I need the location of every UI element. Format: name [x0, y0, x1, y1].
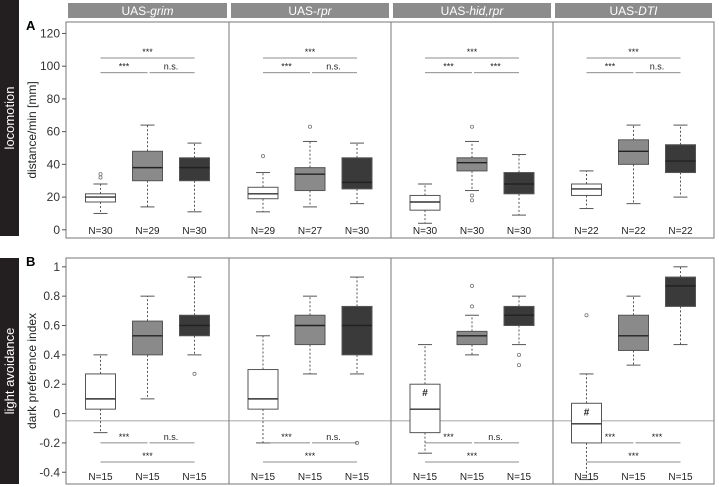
- box-3: [666, 267, 696, 483]
- n-label: N=15: [621, 472, 646, 483]
- box-iqr: [457, 331, 487, 344]
- box-iqr: [342, 306, 372, 354]
- box-iqr: [342, 158, 372, 189]
- header-prefix: UAS-: [121, 4, 151, 18]
- header-2: [231, 3, 389, 18]
- significance-bracket: [263, 432, 310, 443]
- hash-mark: #: [422, 388, 428, 400]
- box-iqr: [666, 145, 696, 173]
- significance-bracket: [425, 47, 519, 58]
- y-tick-label: -0.4: [39, 465, 60, 480]
- n-label: N=15: [297, 472, 323, 483]
- box-2: [295, 125, 325, 237]
- box-iqr: [86, 194, 116, 202]
- significance-label: ***: [142, 450, 153, 461]
- hash-mark: #: [583, 407, 590, 419]
- significance-bracket: [587, 451, 681, 462]
- side-label: locomotion: [2, 86, 17, 150]
- significance-label: ***: [604, 61, 616, 72]
- group-4: [572, 267, 696, 483]
- y-tick-label: 40: [46, 157, 60, 172]
- box-iqr: [619, 140, 649, 165]
- significance-label: ***: [604, 431, 616, 442]
- n-label: N=15: [250, 472, 276, 483]
- header-label: [609, 4, 658, 18]
- outlier-point: [517, 353, 520, 356]
- outlier-point: [470, 125, 473, 128]
- box-iqr: [572, 184, 602, 195]
- panel-letter: B: [26, 254, 36, 269]
- significance-label: n.s.: [163, 431, 179, 442]
- n-label: N=30: [459, 226, 485, 237]
- y-tick-label: 1: [53, 259, 60, 274]
- box-iqr: [180, 158, 210, 181]
- outlier-point: [470, 199, 473, 202]
- significance-bracket: [587, 62, 634, 73]
- box-iqr: [248, 370, 278, 410]
- y-tick-label: 60: [46, 124, 60, 139]
- box-3: [666, 125, 696, 237]
- header-italic: hid,rpr: [469, 4, 504, 18]
- y-tick-label: 0.6: [43, 318, 60, 333]
- outlier-point: [193, 372, 196, 375]
- y-tick-label: 0.2: [43, 377, 60, 392]
- significance-label: ***: [304, 450, 316, 461]
- significance-bracket: [474, 432, 519, 443]
- n-label: N=15: [668, 472, 693, 483]
- n-label: N=30: [88, 226, 113, 237]
- significance-label: ***: [628, 450, 639, 461]
- box-1: [248, 336, 278, 483]
- n-label: N=22: [621, 226, 646, 237]
- y-tick-label: 0.8: [43, 289, 60, 304]
- significance-bracket: [263, 47, 357, 58]
- significance-label: ***: [281, 61, 292, 72]
- box-iqr: [295, 168, 325, 191]
- box-iqr: [666, 277, 696, 306]
- header-label: [441, 4, 505, 18]
- significance-bracket: [636, 62, 681, 73]
- box-3: [504, 155, 534, 237]
- significance-label: ***: [281, 431, 292, 442]
- header-3: [393, 3, 551, 18]
- group-1: [86, 277, 210, 483]
- n-label: N=30: [182, 226, 207, 237]
- box-2: [457, 125, 487, 237]
- n-label: N=30: [344, 226, 370, 237]
- box-iqr: [86, 374, 116, 409]
- significance-label: n.s.: [163, 61, 179, 72]
- y-tick-label: 80: [46, 91, 60, 106]
- header-1: [68, 3, 227, 18]
- group-1: [86, 47, 210, 237]
- n-label: N=15: [135, 472, 160, 483]
- n-label: N=27: [297, 226, 323, 237]
- significance-label: n.s.: [649, 61, 665, 72]
- significance-label: ***: [466, 47, 478, 57]
- y-tick-label: 0.4: [43, 347, 60, 362]
- panel-B: [0, 254, 714, 484]
- n-label: N=15: [88, 472, 113, 483]
- significance-label: n.s.: [488, 431, 503, 442]
- side-label: light avoidance: [2, 327, 17, 415]
- significance-bracket: [101, 47, 195, 58]
- outlier-point: [470, 284, 473, 287]
- significance-bracket: [312, 432, 357, 443]
- significance-label: n.s.: [326, 61, 341, 72]
- significance-bracket: [636, 432, 681, 443]
- y-tick-label: 0: [53, 222, 60, 237]
- header-prefix: UAS-: [288, 4, 317, 18]
- outlier-point: [99, 176, 102, 179]
- group-2: [248, 47, 372, 237]
- header-label: [288, 4, 332, 18]
- n-label: N=15: [459, 472, 485, 483]
- header-prefix: UAS-: [609, 4, 639, 18]
- significance-bracket: [312, 62, 357, 73]
- n-label: N=22: [668, 226, 693, 237]
- n-label: N=15: [506, 472, 532, 483]
- significance-label: ***: [651, 431, 663, 442]
- box-3: [180, 143, 210, 237]
- significance-label: ***: [466, 450, 478, 461]
- box-iqr: [248, 187, 278, 198]
- n-label: N=15: [574, 472, 599, 483]
- significance-bracket: [474, 62, 519, 73]
- significance-bracket: [587, 47, 681, 58]
- n-label: N=15: [412, 472, 438, 483]
- panel-letter: A: [26, 18, 36, 33]
- significance-bracket: [425, 432, 472, 443]
- significance-bracket: [101, 432, 148, 443]
- y-axis-label: distance/min [mm]: [25, 81, 39, 179]
- box-iqr: [133, 151, 163, 180]
- outlier-point: [261, 155, 264, 158]
- n-label: N=30: [412, 226, 438, 237]
- box-iqr: [619, 315, 649, 350]
- header-label: [121, 4, 173, 18]
- n-label: N=22: [574, 226, 599, 237]
- significance-label: ***: [443, 431, 454, 442]
- plot-frame: [66, 258, 714, 484]
- significance-label: n.s.: [326, 431, 341, 442]
- header-prefix: UAS-: [440, 4, 470, 18]
- group-3: [410, 47, 534, 237]
- box-iqr: [295, 315, 325, 344]
- significance-label: ***: [304, 47, 316, 57]
- y-tick-label: 120: [39, 26, 60, 41]
- panel-A: [0, 0, 714, 238]
- significance-bracket: [425, 451, 519, 462]
- significance-bracket: [101, 451, 195, 462]
- header-italic: rpr: [317, 4, 332, 18]
- significance-label: ***: [628, 47, 639, 57]
- significance-bracket: [425, 62, 472, 73]
- box-3: [342, 277, 372, 483]
- box-1: [410, 184, 440, 237]
- box-iqr: [504, 306, 534, 325]
- significance-bracket: [263, 62, 310, 73]
- n-label: N=29: [250, 226, 276, 237]
- y-tick-label: -0.2: [39, 435, 60, 450]
- significance-bracket: [150, 432, 195, 443]
- outlier-point: [308, 125, 311, 128]
- box-iqr: [410, 195, 440, 210]
- outlier-point: [470, 305, 473, 308]
- box-1: [86, 173, 116, 237]
- group-3: [410, 284, 534, 483]
- outlier-point: [99, 173, 102, 176]
- header-italic: DTI: [638, 4, 658, 18]
- n-label: N=15: [344, 472, 370, 483]
- group-4: [572, 47, 696, 237]
- significance-bracket: [101, 62, 148, 73]
- box-3: [342, 143, 372, 237]
- significance-label: ***: [142, 47, 153, 57]
- outlier-point: [517, 364, 520, 367]
- n-label: N=30: [506, 226, 532, 237]
- header-4: [555, 3, 712, 18]
- n-label: N=29: [135, 226, 160, 237]
- box-iqr: [133, 321, 163, 355]
- box-2: [133, 125, 163, 237]
- box-1: [572, 171, 602, 237]
- y-tick-label: 20: [46, 190, 60, 205]
- box-1: [86, 355, 116, 483]
- box-3: [180, 277, 210, 483]
- outlier-point: [585, 314, 588, 317]
- box-3: [504, 296, 534, 483]
- plot-frame: [66, 22, 714, 238]
- significance-label: ***: [118, 61, 130, 72]
- box-1: [572, 314, 602, 483]
- box-2: [619, 125, 649, 237]
- significance-label: ***: [443, 61, 454, 72]
- significance-bracket: [150, 62, 195, 73]
- significance-bracket: [263, 451, 357, 462]
- box-iqr: [504, 173, 534, 194]
- y-axis-label: dark preference index: [25, 312, 39, 430]
- y-tick-label: 100: [39, 59, 60, 74]
- box-1: [248, 155, 278, 237]
- group-2: [248, 277, 372, 483]
- n-label: N=15: [182, 472, 207, 483]
- y-tick-label: 0: [53, 406, 60, 421]
- header-italic: grim: [150, 4, 174, 18]
- significance-label: ***: [118, 431, 130, 442]
- outlier-point: [470, 194, 473, 197]
- significance-label: ***: [490, 61, 501, 72]
- box-iqr: [457, 158, 487, 171]
